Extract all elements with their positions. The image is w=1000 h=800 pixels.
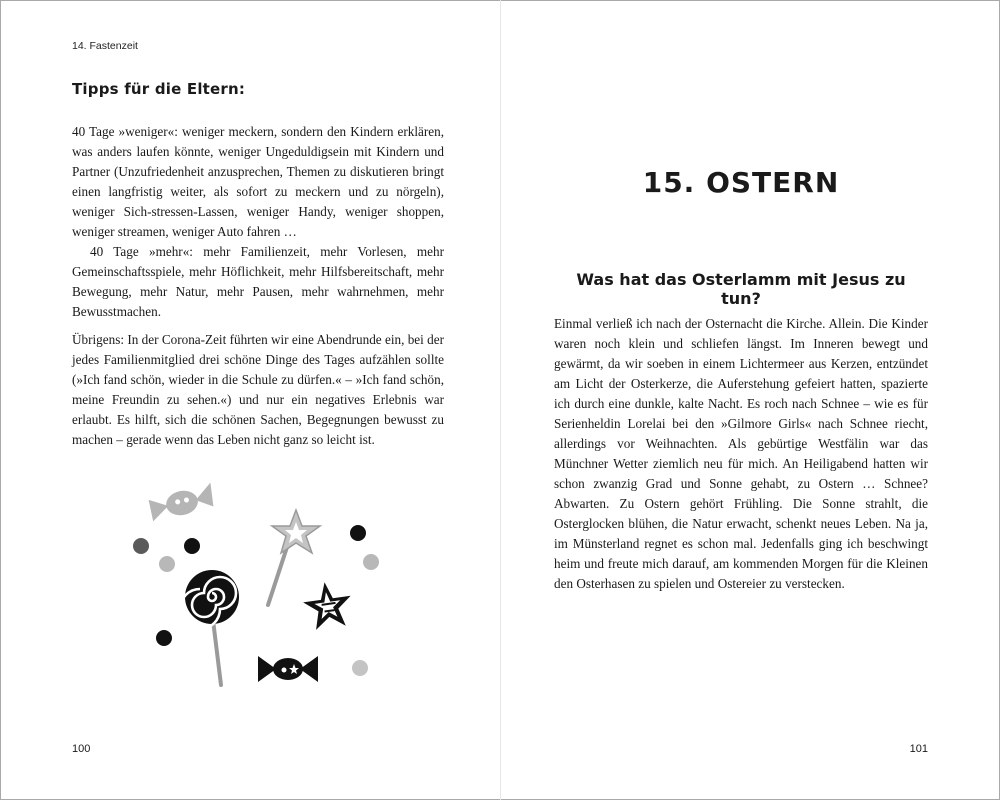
running-head: 14. Fastenzeit	[72, 40, 138, 52]
wrapped-candy-icon	[148, 483, 216, 522]
page-number-left: 100	[72, 743, 91, 755]
page-number-right: 101	[909, 743, 928, 755]
book-spine	[500, 0, 501, 800]
chapter-title: 15. OSTERN	[642, 166, 840, 199]
tips-heading: Tipps für die Eltern:	[72, 80, 246, 98]
candy-icon	[258, 656, 318, 682]
section-subheading: Was hat das Osterlamm mit Jesus zu tun?	[576, 270, 906, 308]
dot-icon	[184, 538, 200, 554]
tips-paragraph-more: 40 Tage »mehr«: mehr Familienzeit, mehr Vorlesen, mehr Gemeinschaftsspiele, mehr Höflichkeit, mehr Hilfsbereitschaft, mehr Bewegung, mehr Natur, mehr Pausen, mehr wahrnehmen, mehr Bewusstmachen.	[72, 244, 444, 319]
dot-icon	[156, 630, 172, 646]
candy-illustration	[120, 470, 400, 700]
tips-text-block	[72, 122, 444, 322]
dot-icon	[350, 525, 366, 541]
dot-icon	[363, 554, 379, 570]
corona-paragraph: Übrigens: In der Corona-Zeit führten wir eine Abendrunde ein, bei der jedes Familienmitglied drei schöne Dinge des Tages aufzählen sollte (»Ich fand schön, wieder in die Schule zu dürfen.« – »Ich fand schön, meine Freundin zu sehen.«) und nur ein negatives Erlebnis war erlaubt. Es hilft, sich die schönen Sachen, Begegnungen bewusst zu machen – gerade wenn das Leben nicht ganz so leicht ist.	[72, 332, 444, 447]
lollipop-icon	[180, 570, 239, 685]
dot-icon	[159, 556, 175, 572]
easter-paragraph: Einmal verließ ich nach der Osternacht die Kirche. Allein. Die Kinder waren noch klein und schliefen längst. Im Inneren bewegt und gewärmt, da wir soeben in einem Lichtermeer aus Kerzen, entzündet am Licht der Osterkerze, die Auferstehung gefeiert hatten, spazierte ich durch eine dunkle, kalte Nacht. Es roch nach Schnee – wie es für Serienheldin Lorelai bei den »Gilmore Girls« nach Schnee riecht, allerdings vor Weihnachten. Als gebürtige Westfälin war das Münchner Wetter ziemlich neu für mich. An Heiligabend hatten wir schon zwanzig Grad und Sonne gehabt, zu Ostern … Schnee? Abwarten. Zu Ostern gehört Frühling. Die Sonne strahlt, die Osterglocken blühen, die Natur erwacht, schenkt neues Leben. Na ja, im Münsterland regnet es schon mal. Jedenfalls ging ich beschwingt heim und freute mich darauf, am kommenden Morgen für die Kleinen den Osterhasen zu spielen und Ostereier zu verstecken.	[554, 316, 928, 591]
dot-icon	[133, 538, 149, 554]
tips-paragraph-less: 40 Tage »weniger«: weniger meckern, sondern den Kindern erklären, was anders laufen könnte, weniger Ungeduldigsein mit Kindern und Partner (Unzufriedenheit anzusprechen, Themen zu diskutieren bringt einen langfristig weiter, als sofort zu meckern und zu nörgeln), weniger Sich-stressen-Lassen, weniger Handy, weniger shoppen, weniger streamen, weniger Auto fahren …	[72, 124, 444, 239]
star-icon	[301, 579, 355, 631]
star-wand-icon	[268, 510, 320, 605]
dot-icon	[352, 660, 368, 676]
